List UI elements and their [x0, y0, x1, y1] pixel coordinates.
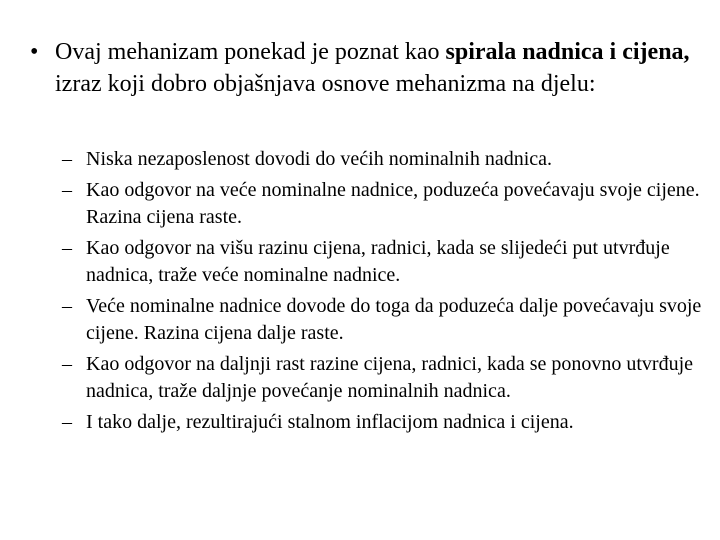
sub-bullet-item	[62, 351, 702, 405]
sub-bullet-list	[62, 146, 702, 440]
sub-bullet-item	[62, 409, 702, 436]
sub-bullet-text: Veće nominalne nadnice dovode do toga da poduzeća dalje povećavaju svoje cijene. Razina cijena dalje raste.	[86, 295, 702, 344]
main-bullet-prefix: Ovaj mehanizam ponekad je poznat kao	[55, 39, 446, 65]
dash-marker: –	[62, 237, 72, 259]
main-bullet-text	[55, 36, 690, 100]
sub-bullet-text: Niska nezaposlenost dovodi do većih nominalnih nadnica.	[86, 148, 553, 170]
sub-bullet-item	[62, 177, 702, 231]
sub-bullet-text: Kao odgovor na veće nominalne nadnice, poduzeća povećavaju svoje cijene. Razina cijena raste.	[86, 179, 700, 228]
sub-bullet-text: I tako dalje, rezultirajući stalnom inflacijom nadnica i cijena.	[86, 411, 574, 433]
dash-marker: –	[62, 148, 72, 170]
sub-bullet-text: Kao odgovor na višu razinu cijena, radnici, kada se slijedeći put utvrđuje nadnica, traže veće nominalne nadnice.	[86, 237, 670, 286]
sub-bullet-item	[62, 235, 702, 289]
dash-marker: –	[62, 353, 72, 375]
sub-bullet-item	[62, 293, 702, 347]
main-bullet-bold: spirala nadnica i cijena,	[445, 39, 690, 65]
sub-bullet-text: Kao odgovor na daljnji rast razine cijena, radnici, kada se ponovno utvrđuje nadnica, traže daljnje povećanje nominalnih nadnica.	[86, 353, 694, 402]
bullet-marker: •	[30, 39, 39, 65]
dash-marker: –	[62, 179, 72, 201]
main-bullet	[30, 36, 690, 100]
dash-marker: –	[62, 411, 72, 433]
main-bullet-suffix: izraz koji dobro objašnjava osnove mehanizma na djelu:	[55, 71, 596, 97]
dash-marker: –	[62, 295, 72, 317]
sub-bullet-item	[62, 146, 702, 173]
